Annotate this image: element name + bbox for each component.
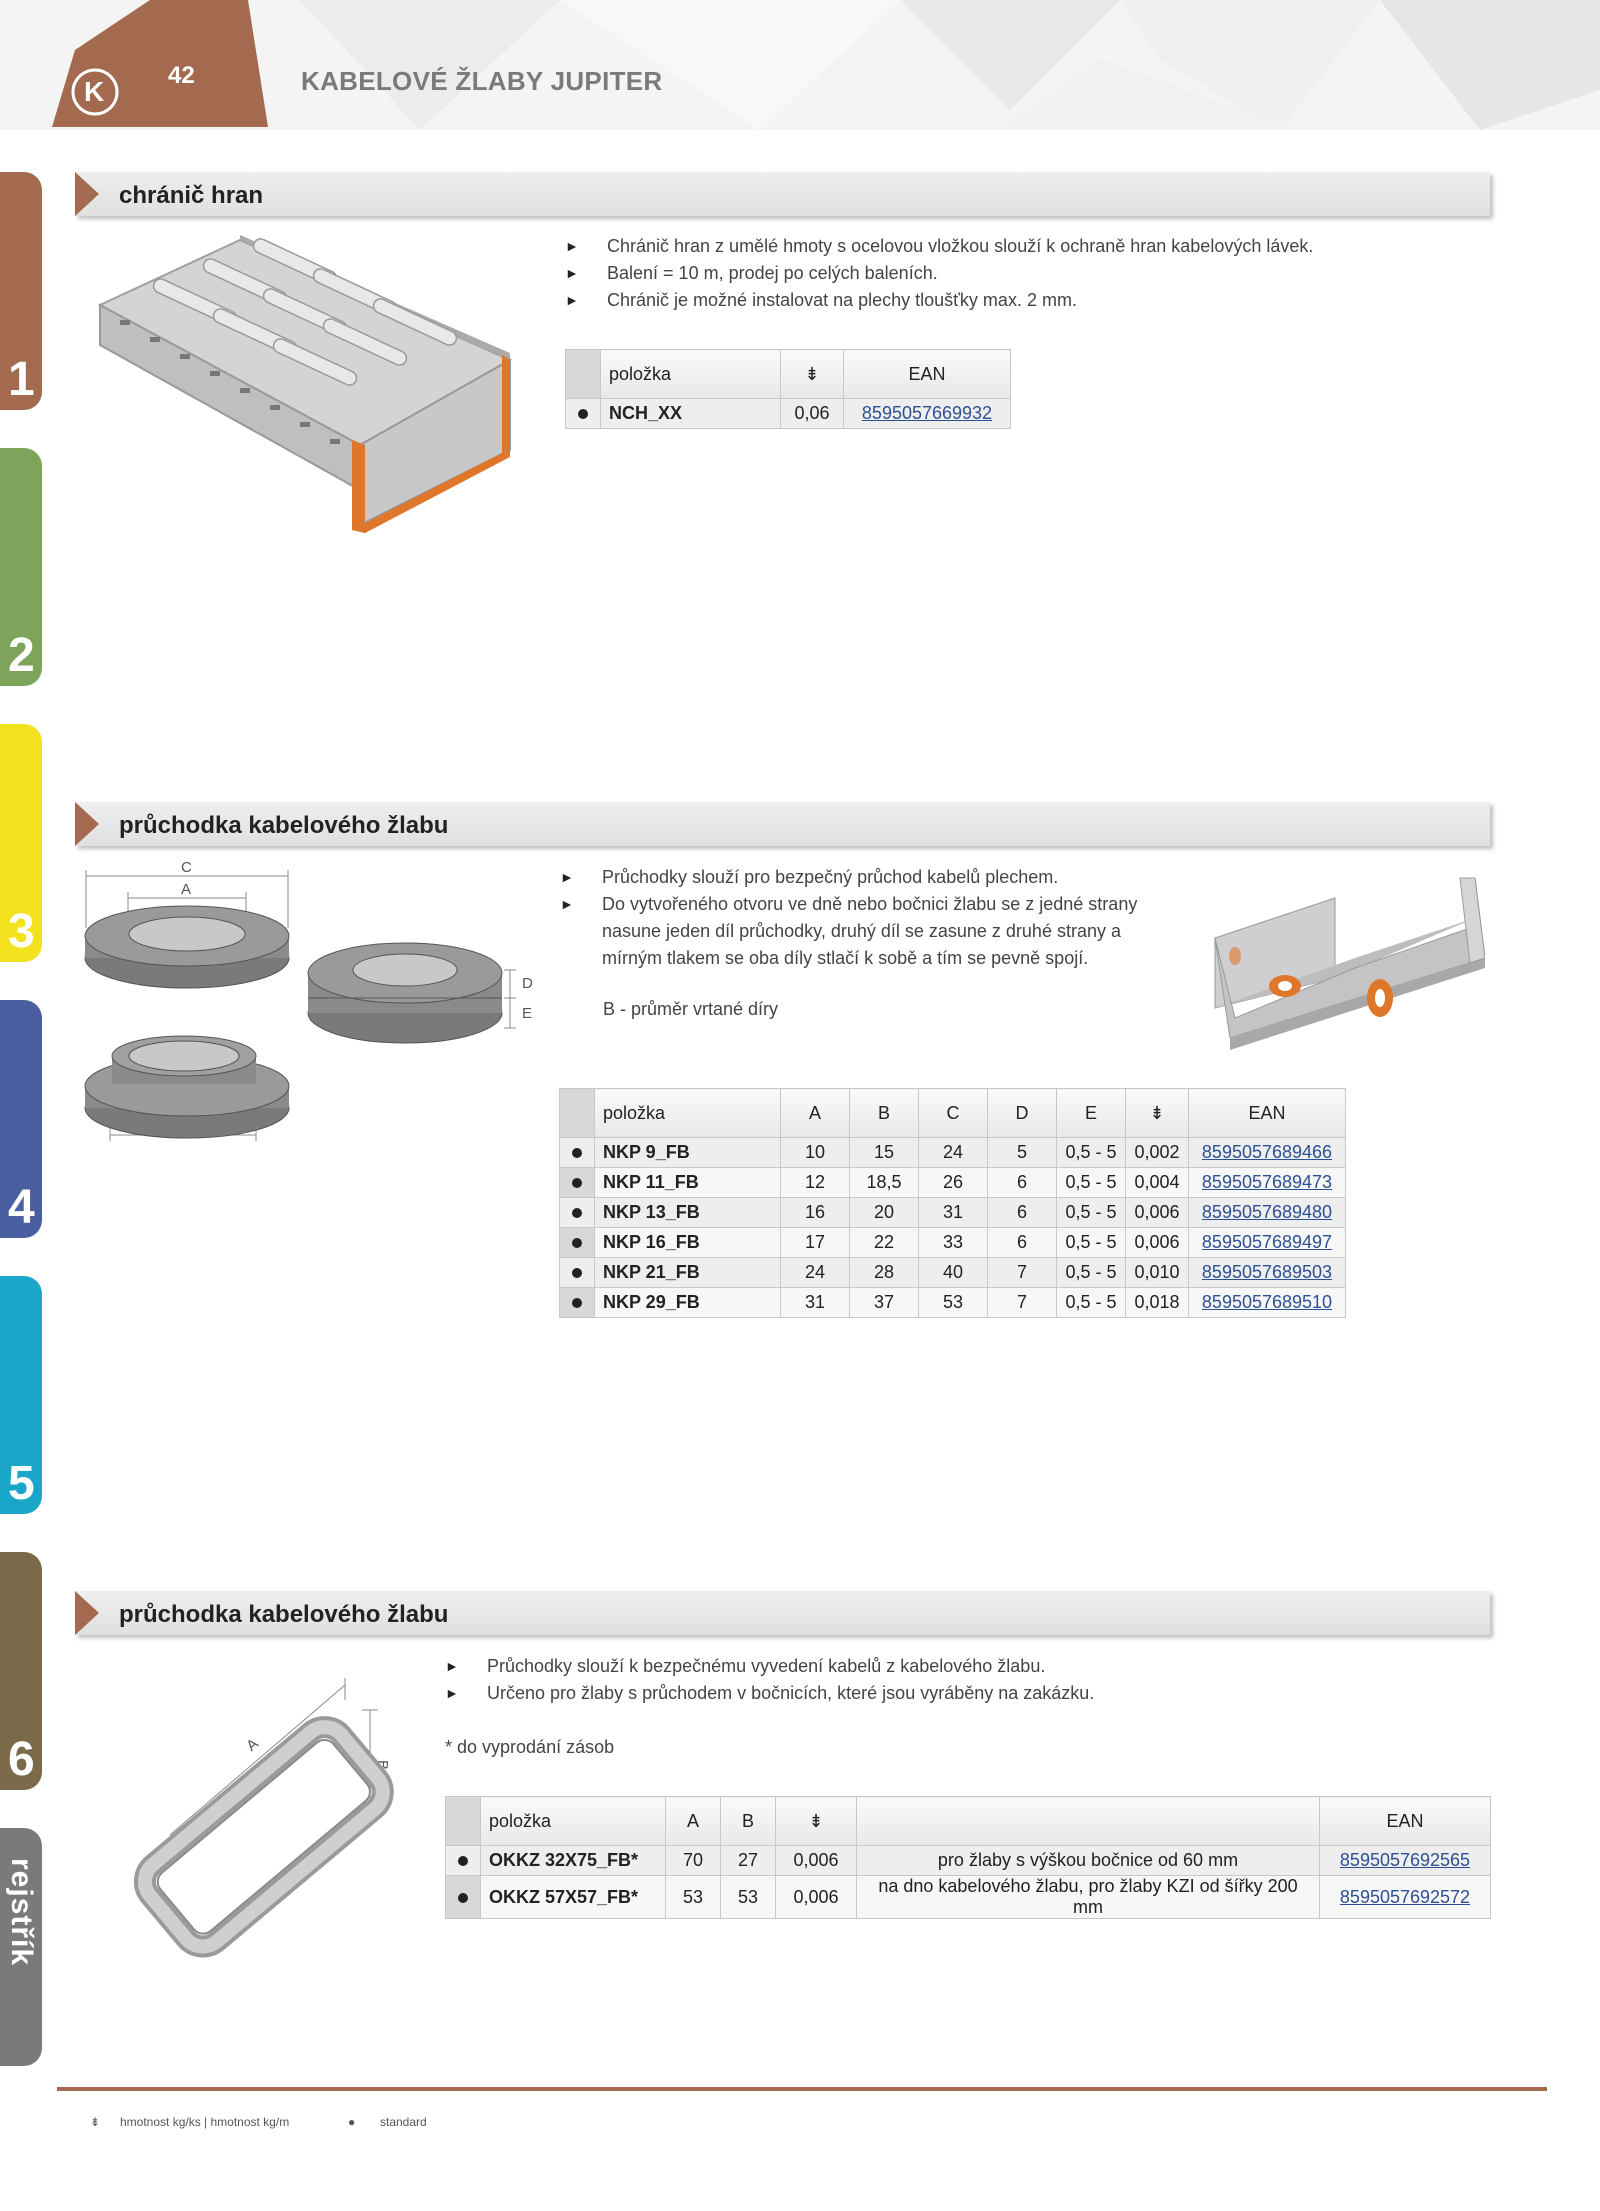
cell-note: pro žlaby s výškou bočnice od 60 mm	[857, 1846, 1320, 1876]
section-heading-rectangular-grommet	[75, 1591, 1490, 1635]
cell-d: 7	[988, 1288, 1057, 1318]
standard-marker-icon	[560, 1228, 595, 1258]
bullet-arrow-icon: ►	[560, 896, 574, 912]
table-header-ean: EAN	[1189, 1089, 1346, 1138]
section-arrow-icon	[75, 802, 99, 846]
cell-weight: 0,006	[1126, 1228, 1189, 1258]
bullet-item	[565, 233, 1313, 260]
side-tab-label: 5	[8, 1457, 35, 1510]
cell-b: 20	[850, 1198, 919, 1228]
cell-a: 31	[781, 1288, 850, 1318]
cell-weight: 0,010	[1126, 1258, 1189, 1288]
side-tab-5[interactable]	[0, 1276, 42, 1514]
cell-c: 26	[919, 1168, 988, 1198]
page-number: 42	[168, 62, 195, 89]
ean-link[interactable]: 8595057689510	[1189, 1288, 1346, 1318]
cell-c: 24	[919, 1138, 988, 1168]
bullet-list	[445, 1653, 1094, 1707]
table-header-note	[857, 1797, 1320, 1846]
stock-note: * do vyprodání zásob	[445, 1737, 615, 1757]
standard-marker-icon	[446, 1876, 481, 1919]
bullet-list	[565, 233, 1313, 314]
ean-link[interactable]: 8595057689503	[1189, 1258, 1346, 1288]
cell-item: NKP 11_FB	[595, 1168, 781, 1198]
dimension-label: A	[181, 881, 192, 898]
bullet-item	[565, 287, 1313, 314]
bullet-text: Balení = 10 m, prodej po celých baleních.	[607, 263, 938, 283]
cell-b: 28	[850, 1258, 919, 1288]
section-arrow-icon	[75, 1591, 99, 1635]
table-header-ean: EAN	[1320, 1797, 1491, 1846]
cell-d: 6	[988, 1168, 1057, 1198]
cell-e: 0,5 - 5	[1057, 1138, 1126, 1168]
logo-letter: K	[84, 76, 105, 107]
section-arrow-icon	[75, 172, 99, 216]
cell-e: 0,5 - 5	[1057, 1228, 1126, 1258]
bullet-arrow-icon: ►	[565, 292, 579, 308]
cell-item: NKP 21_FB	[595, 1258, 781, 1288]
table-header-a: A	[781, 1089, 850, 1138]
cell-c: 33	[919, 1228, 988, 1258]
section-heading-grommet	[75, 802, 1490, 846]
bullet-item	[560, 864, 1180, 891]
cell-weight: 0,006	[776, 1846, 857, 1876]
table-row	[560, 1138, 1346, 1168]
ean-link[interactable]: 8595057689466	[1189, 1138, 1346, 1168]
cell-d: 7	[988, 1258, 1057, 1288]
standard-marker-icon	[560, 1198, 595, 1228]
table-row	[566, 399, 1011, 429]
cell-item: NKP 9_FB	[595, 1138, 781, 1168]
bullet-arrow-icon: ►	[445, 1685, 459, 1701]
side-tab-label: 6	[8, 1733, 35, 1786]
section-title: chránič hran	[119, 182, 264, 209]
bullet-text: Do vytvořeného otvoru ve dně nebo bočnici žlabu se z jedné strany nasune jeden díl průchodky, druhý díl se zasune z druhé strany a mírným tlakem se oba díly stlačí k sobě a tím se pevně spojí.	[602, 894, 1138, 968]
weight-legend-text: hmotnost kg/ks | hmotnost kg/m	[120, 2115, 290, 2129]
ean-link[interactable]: 8595057689497	[1189, 1228, 1346, 1258]
cell-b: 18,5	[850, 1168, 919, 1198]
cell-c: 31	[919, 1198, 988, 1228]
product-table-grommet	[559, 1088, 1346, 1318]
bullet-item	[445, 1653, 1094, 1680]
table-header-b: B	[721, 1797, 776, 1846]
section-title: průchodka kabelového žlabu	[119, 1601, 449, 1628]
standard-marker-icon	[560, 1288, 595, 1318]
cell-b: 53	[721, 1876, 776, 1919]
side-tab-label: 3	[8, 905, 35, 958]
table-row	[560, 1168, 1346, 1198]
side-tab-1[interactable]	[0, 172, 42, 410]
side-tab-index[interactable]	[0, 1828, 42, 2066]
dimension-label: A	[243, 1735, 262, 1755]
cell-b: 22	[850, 1228, 919, 1258]
table-header-b: B	[850, 1089, 919, 1138]
standard-legend-text: standard	[380, 2115, 427, 2129]
table-row	[560, 1288, 1346, 1318]
cable-tray-edge-protector-image	[90, 235, 520, 535]
standard-marker-icon	[446, 1846, 481, 1876]
bullet-text: Průchodky slouží k bezpečnému vyvedení kabelů z kabelového žlabu.	[487, 1656, 1046, 1676]
side-tab-index-label: rejstřík	[5, 1858, 38, 1967]
product-table-rectangular-grommet	[445, 1796, 1491, 1919]
standard-marker-icon	[560, 1138, 595, 1168]
cell-item: NCH_XX	[601, 399, 781, 429]
cell-a: 17	[781, 1228, 850, 1258]
side-tab-2[interactable]	[0, 448, 42, 686]
table-header-marker	[560, 1089, 595, 1138]
table-header-marker	[566, 350, 601, 399]
standard-marker-icon	[560, 1258, 595, 1288]
cell-weight: 0,06	[781, 399, 844, 429]
table-header-weight: ⇟	[776, 1797, 857, 1846]
table-header-ean: EAN	[844, 350, 1011, 399]
table-header-c: C	[919, 1089, 988, 1138]
cell-weight: 0,002	[1126, 1138, 1189, 1168]
cell-item: OKKZ 32X75_FB*	[481, 1846, 666, 1876]
standard-legend-icon: ●	[348, 2115, 356, 2129]
bullet-item	[565, 260, 1313, 287]
cell-c: 53	[919, 1288, 988, 1318]
bullet-arrow-icon: ►	[445, 1658, 459, 1674]
header-background	[0, 0, 1600, 130]
side-tab-4[interactable]	[0, 1000, 42, 1238]
section-title: průchodka kabelového žlabu	[119, 812, 449, 839]
cell-item: OKKZ 57X57_FB*	[481, 1876, 666, 1919]
cell-item: NKP 29_FB	[595, 1288, 781, 1318]
bullet-list	[560, 864, 1180, 972]
ean-link[interactable]: 8595057689473	[1189, 1168, 1346, 1198]
side-tab-6[interactable]	[0, 1552, 42, 1790]
table-header-a: A	[666, 1797, 721, 1846]
cell-e: 0,5 - 5	[1057, 1258, 1126, 1288]
bullet-arrow-icon: ►	[565, 238, 579, 254]
dimension-label: E	[522, 1005, 533, 1022]
ean-link[interactable]: 8595057692565	[1320, 1846, 1491, 1876]
footer-divider	[57, 2087, 1547, 2091]
section-heading-edge-protector	[75, 172, 1490, 216]
cell-a: 12	[781, 1168, 850, 1198]
bullet-text: Určeno pro žlaby s průchodem v bočnicích, které jsou vyráběny na zakázku.	[487, 1683, 1095, 1703]
bullet-item	[560, 891, 1180, 972]
standard-marker-icon	[566, 399, 601, 429]
bullet-item	[445, 1680, 1094, 1707]
bullet-text: Průchodky slouží pro bezpečný průchod kabelů plechem.	[602, 867, 1059, 887]
cell-item: NKP 13_FB	[595, 1198, 781, 1228]
table-header-marker	[446, 1797, 481, 1846]
standard-marker-icon	[560, 1168, 595, 1198]
cell-b: 15	[850, 1138, 919, 1168]
weight-legend-icon: ⇟	[90, 2115, 101, 2129]
table-header-item: položka	[601, 350, 781, 399]
product-table-edge-protector	[565, 349, 1011, 429]
diameter-note: B - průměr vrtané díry	[603, 999, 779, 1019]
table-header-e: E	[1057, 1089, 1126, 1138]
rectangular-grommet-drawing	[130, 1670, 410, 1970]
cell-weight: 0,018	[1126, 1288, 1189, 1318]
ean-link[interactable]: 8595057669932	[844, 399, 1011, 429]
bullet-arrow-icon: ►	[565, 265, 579, 281]
cell-a: 16	[781, 1198, 850, 1228]
cell-a: 53	[666, 1876, 721, 1919]
cell-weight: 0,006	[776, 1876, 857, 1919]
cable-tray-grommet-image	[1205, 868, 1485, 1068]
cell-b: 27	[721, 1846, 776, 1876]
table-row	[560, 1258, 1346, 1288]
grommet-dimension-drawing	[78, 858, 548, 1148]
ean-link[interactable]: 8595057692572	[1320, 1876, 1491, 1919]
table-header-d: D	[988, 1089, 1057, 1138]
cell-note: na dno kabelového žlabu, pro žlaby KZI od šířky 200 mm	[857, 1876, 1320, 1919]
cell-b: 37	[850, 1288, 919, 1318]
table-row	[560, 1198, 1346, 1228]
cell-weight: 0,004	[1126, 1168, 1189, 1198]
dimension-label: C	[181, 859, 192, 876]
ean-link[interactable]: 8595057689480	[1189, 1198, 1346, 1228]
dimension-label: D	[522, 975, 533, 992]
cell-a: 10	[781, 1138, 850, 1168]
cell-e: 0,5 - 5	[1057, 1198, 1126, 1228]
cell-d: 5	[988, 1138, 1057, 1168]
side-tab-3[interactable]	[0, 724, 42, 962]
dimension-label: B	[374, 1760, 391, 1771]
bullet-arrow-icon: ►	[560, 869, 574, 885]
side-tab-label: 2	[8, 629, 35, 682]
cell-a: 70	[666, 1846, 721, 1876]
cell-d: 6	[988, 1228, 1057, 1258]
table-header-weight: ⇟	[781, 350, 844, 399]
table-header-item: položka	[595, 1089, 781, 1138]
side-tab-label: 1	[8, 353, 35, 406]
cell-e: 0,5 - 5	[1057, 1288, 1126, 1318]
table-row	[560, 1228, 1346, 1258]
bullet-text: Chránič hran z umělé hmoty s ocelovou vložkou slouží k ochraně hran kabelových lávek.	[607, 236, 1314, 256]
cell-a: 24	[781, 1258, 850, 1288]
table-row	[446, 1876, 1491, 1919]
cell-d: 6	[988, 1198, 1057, 1228]
page-title: KABELOVÉ ŽLABY JUPITER	[301, 66, 663, 96]
table-header-weight: ⇟	[1126, 1089, 1189, 1138]
table-row	[446, 1846, 1491, 1876]
table-header-item: položka	[481, 1797, 666, 1846]
cell-item: NKP 16_FB	[595, 1228, 781, 1258]
cell-e: 0,5 - 5	[1057, 1168, 1126, 1198]
cell-c: 40	[919, 1258, 988, 1288]
cell-weight: 0,006	[1126, 1198, 1189, 1228]
bullet-text: Chránič je možné instalovat na plechy tloušťky max. 2 mm.	[607, 290, 1077, 310]
side-tab-label: 4	[8, 1181, 35, 1234]
